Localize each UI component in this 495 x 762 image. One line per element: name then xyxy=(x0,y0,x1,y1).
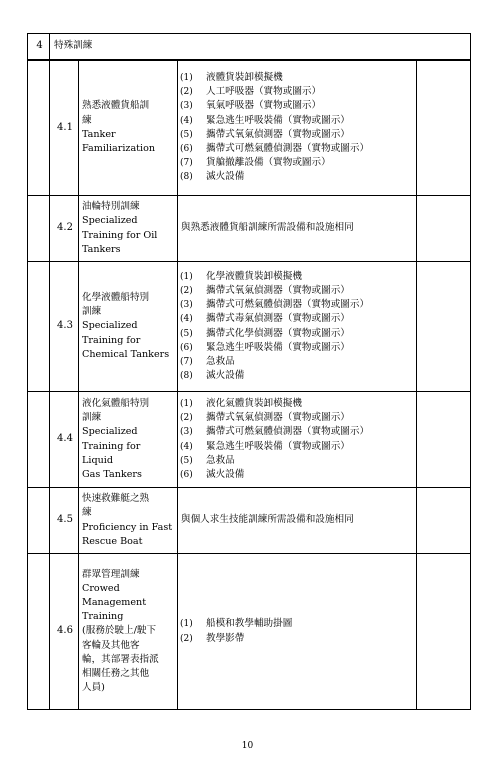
course-name-line: (服務於駛上/駛下 xyxy=(82,625,157,637)
course-name-line: 客輪及其他客 xyxy=(82,639,140,651)
blank-cell xyxy=(28,392,50,488)
equipment-item xyxy=(180,99,414,113)
notes-cell xyxy=(417,60,471,196)
equipment-cell xyxy=(178,488,417,554)
same-as-note: 與熟悉液體貨船訓練所需設備和設施相同 xyxy=(181,222,354,234)
blank-cell xyxy=(28,488,50,554)
equipment-cell xyxy=(178,196,417,262)
equipment-item xyxy=(180,142,414,156)
section-title: 特殊訓練 xyxy=(50,34,471,60)
equipment-item-number: (8) xyxy=(180,172,193,183)
equipment-cell xyxy=(178,60,417,196)
table-row xyxy=(28,60,471,196)
equipment-item xyxy=(180,411,414,425)
equipment-item-number: (2) xyxy=(180,87,193,98)
course-name-line: Specialized xyxy=(82,320,138,332)
equipment-item-number: (5) xyxy=(180,455,193,466)
equipment-item xyxy=(180,468,414,482)
notes-cell xyxy=(417,488,471,554)
equipment-item xyxy=(180,284,414,298)
course-name-line: Tanker xyxy=(82,128,116,140)
equipment-item xyxy=(180,114,414,128)
equipment-item xyxy=(180,341,414,355)
equipment-item-text: 滅火設備 xyxy=(206,370,245,382)
course-name-line: Training for Oil xyxy=(82,229,158,241)
course-name-line: Proficiency in Fast xyxy=(82,521,173,533)
notes-cell xyxy=(417,262,471,392)
item-number: 4.5 xyxy=(50,488,79,554)
equipment-cell xyxy=(178,392,417,488)
notes-cell xyxy=(417,554,471,710)
equipment-item-number: (5) xyxy=(180,328,193,339)
table-row xyxy=(28,392,471,488)
blank-cell xyxy=(28,196,50,262)
equipment-item-text: 緊急逃生呼吸裝備（實物或圖示） xyxy=(206,341,350,353)
course-name-line: Familiarization xyxy=(82,142,156,154)
course-name-line: Training for Liquid xyxy=(82,440,141,466)
course-name-line: 訓練 xyxy=(82,306,102,318)
equipment-item xyxy=(180,355,414,369)
equipment-item xyxy=(180,298,414,312)
course-name-line: 輪，其部署表指派 xyxy=(82,653,159,665)
equipment-item-number: (3) xyxy=(180,101,193,112)
equipment-item-number: (8) xyxy=(180,371,193,382)
equipment-cell xyxy=(178,262,417,392)
equipment-item-text: 攜帶式氧氣偵測器（實物或圖示） xyxy=(206,412,350,424)
course-name-line: Training xyxy=(82,611,124,623)
course-name xyxy=(79,554,178,710)
course-name-line: 群眾管理訓練 xyxy=(82,568,140,580)
equipment-item-text: 化學液體貨裝卸模擬機 xyxy=(206,270,302,282)
table-row xyxy=(28,196,471,262)
equipment-item-text: 攜帶式毒氣偵測器（實物或圖示） xyxy=(206,313,350,325)
page-number: 10 xyxy=(241,741,254,751)
course-name xyxy=(79,196,178,262)
equipment-item-text: 氧氣呼吸器（實物或圖示） xyxy=(206,100,322,112)
equipment-item xyxy=(180,369,414,383)
equipment-item xyxy=(180,327,414,341)
equipment-item-number: (7) xyxy=(180,356,193,367)
equipment-item xyxy=(180,312,414,326)
course-name-line: 訓練 xyxy=(82,412,102,424)
equipment-item-text: 緊急逃生呼吸裝備（實物或圖示） xyxy=(206,440,350,452)
blank-cell xyxy=(28,262,50,392)
equipment-item xyxy=(180,128,414,142)
course-name-line: 快速救難艇之熟 xyxy=(82,493,150,505)
course-name-line: Gas Tankers xyxy=(82,468,142,480)
equipment-item-number: (2) xyxy=(180,633,193,644)
course-name-line: Specialized xyxy=(82,426,138,438)
equipment-item-text: 緊急逃生呼吸裝備（實物或圖示） xyxy=(206,114,350,126)
course-name-line: 化學液體船特別 xyxy=(82,291,150,303)
equipment-item-text: 急救品 xyxy=(206,355,235,367)
equipment-item-number: (4) xyxy=(180,314,193,325)
item-number: 4.3 xyxy=(50,262,79,392)
equipment-item xyxy=(180,397,414,411)
course-name-line: Specialized xyxy=(82,215,138,227)
equipment-item-number: (4) xyxy=(180,441,193,452)
same-as-note: 與個人求生技能訓練所需設備和設施相同 xyxy=(181,514,354,526)
equipment-item-number: (1) xyxy=(180,398,193,409)
item-number: 4.4 xyxy=(50,392,79,488)
section-number: 4 xyxy=(28,34,50,60)
course-name-line: Crowed xyxy=(82,582,120,594)
equipment-item-text: 攜帶式氧氣偵測器（實物或圖示） xyxy=(206,128,350,140)
equipment-item-number: (7) xyxy=(180,158,193,169)
equipment-item-text: 教學影帶 xyxy=(206,632,245,644)
equipment-item xyxy=(180,617,414,631)
equipment-item-text: 船模和教學輔助掛圖 xyxy=(206,618,293,630)
course-name xyxy=(79,60,178,196)
equipment-item-text: 攜帶式可燃氣體偵測器（實物或圖示） xyxy=(206,142,370,154)
equipment-item-number: (4) xyxy=(180,115,193,126)
equipment-item-text: 液化氣體貨裝卸模擬機 xyxy=(206,397,302,409)
equipment-item-number: (5) xyxy=(180,129,193,140)
item-number: 4.6 xyxy=(50,554,79,710)
equipment-item-text: 攜帶式可燃氣體偵測器（實物或圖示） xyxy=(206,426,370,438)
blank-cell xyxy=(28,554,50,710)
course-name-line: Chemical Tankers xyxy=(82,348,170,360)
item-number: 4.1 xyxy=(50,60,79,196)
facility-requirements-table xyxy=(27,33,471,710)
course-name-line: 油輪特別訓練 xyxy=(82,201,140,213)
equipment-item xyxy=(180,71,414,85)
equipment-item-number: (1) xyxy=(180,619,193,630)
course-name xyxy=(79,392,178,488)
equipment-item xyxy=(180,454,414,468)
equipment-item xyxy=(180,440,414,454)
course-name-line: 練 xyxy=(82,507,92,519)
notes-cell xyxy=(417,392,471,488)
course-name-line: 熟悉液體貨船訓 xyxy=(82,100,150,112)
course-name-line: Training for xyxy=(82,334,141,346)
course-name-line: Tankers xyxy=(82,243,121,255)
equipment-item-number: (3) xyxy=(180,300,193,311)
equipment-item-number: (6) xyxy=(180,342,193,353)
equipment-item xyxy=(180,632,414,646)
equipment-item-text: 人工呼吸器（實物或圖示） xyxy=(206,86,322,98)
equipment-item-number: (2) xyxy=(180,413,193,424)
equipment-item-text: 滅火設備 xyxy=(206,468,245,480)
course-name-line: Management xyxy=(82,596,147,608)
equipment-item-text: 滅火設備 xyxy=(206,171,245,183)
equipment-item-text: 液體貨裝卸模擬機 xyxy=(206,71,283,83)
equipment-item-number: (2) xyxy=(180,285,193,296)
equipment-item-number: (3) xyxy=(180,427,193,438)
course-name-line: Rescue Boat xyxy=(82,535,143,547)
equipment-item xyxy=(180,270,414,284)
equipment-item-number: (1) xyxy=(180,271,193,282)
equipment-item-text: 攜帶式可燃氣體偵測器（實物或圖示） xyxy=(206,299,370,311)
equipment-item xyxy=(180,85,414,99)
course-name xyxy=(79,488,178,554)
equipment-item-text: 攜帶式化學偵測器（實物或圖示） xyxy=(206,327,350,339)
equipment-item xyxy=(180,170,414,184)
item-number: 4.2 xyxy=(50,196,79,262)
table-row xyxy=(28,262,471,392)
equipment-item-number: (6) xyxy=(180,143,193,154)
section-header-row xyxy=(28,34,471,60)
equipment-item-text: 攜帶式氧氣偵測器（實物或圖示） xyxy=(206,284,350,296)
course-name-line: 人員) xyxy=(82,682,105,694)
equipment-item-text: 貨艙撤離設備（實物或圖示） xyxy=(206,157,331,169)
course-name-line: 液化氣體船特別 xyxy=(82,397,150,409)
equipment-item-number: (1) xyxy=(180,72,193,83)
equipment-item-number: (6) xyxy=(180,469,193,480)
equipment-item xyxy=(180,425,414,439)
equipment-cell xyxy=(178,554,417,710)
blank-cell xyxy=(28,60,50,196)
course-name-line: 相關任務之其他 xyxy=(82,668,150,679)
notes-cell xyxy=(417,196,471,262)
course-name xyxy=(79,262,178,392)
equipment-item-text: 急救品 xyxy=(206,454,235,466)
table-row xyxy=(28,488,471,554)
table-row xyxy=(28,554,471,710)
course-name-line: 練 xyxy=(82,114,92,126)
equipment-item xyxy=(180,156,414,170)
